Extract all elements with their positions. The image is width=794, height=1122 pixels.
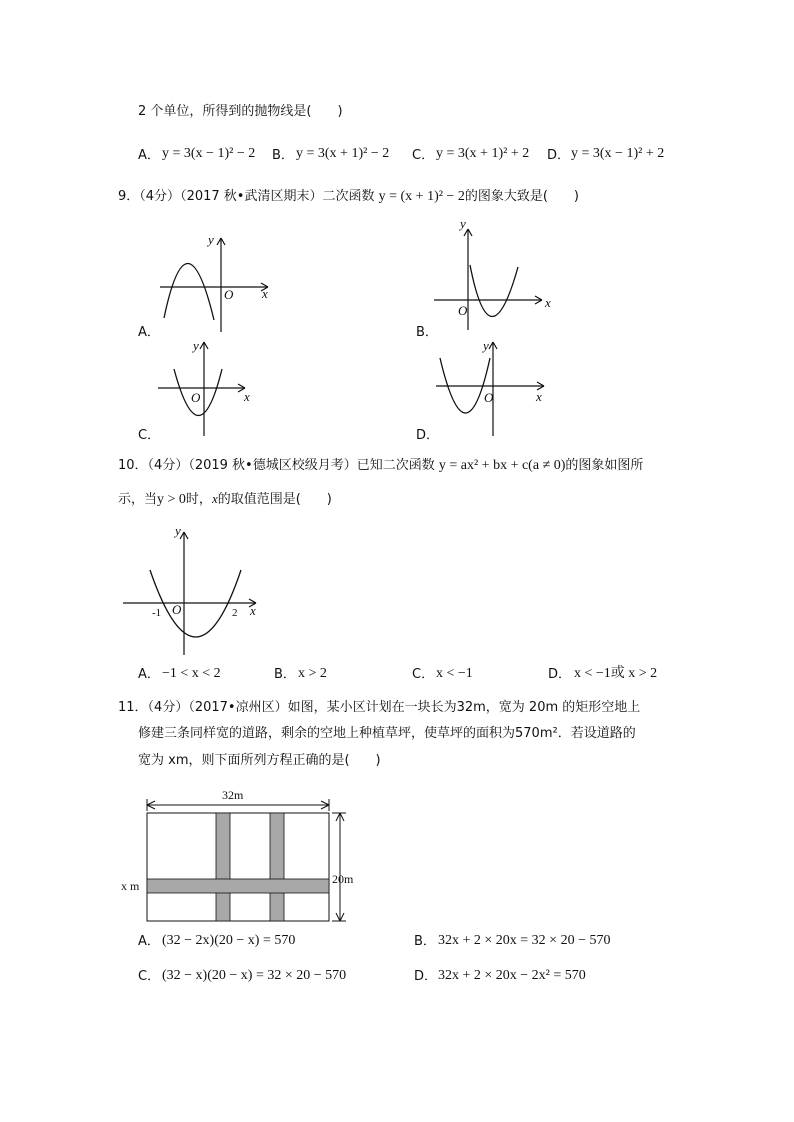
q9-a-x-label: x (262, 286, 268, 301)
q11-option-d-expr: 32x + 2 × 20x − 2x² = 570 (438, 968, 586, 983)
q11-option-a-expr: (32 − 2x)(20 − x) = 570 (162, 933, 296, 948)
q10-stem-line2 (118, 492, 332, 507)
q10-source: （2019 秋•德城区校级月考） (188, 458, 357, 473)
q10-formula: y = ax² + bx + c(a ≠ 0) (438, 458, 566, 473)
q9-option-b-label: B． (416, 325, 438, 340)
q9-stem-b: 的图象大致是( ) (464, 189, 579, 204)
q11-stem-line3: 宽为 xm，则下面所列方程正确的是( ) (138, 753, 381, 768)
q10-option-b-expr: x > 2 (298, 666, 327, 681)
q9-graph-d (432, 338, 552, 440)
q9-formula: y = (x + 1)² − 2 (378, 189, 465, 204)
q11-option-d-label: D． (414, 969, 438, 984)
q10-stem-b: 的图象如图所 (565, 458, 644, 473)
q8-option-a-expr: y = 3(x − 1)² − 2 (162, 146, 256, 161)
q11-length-label: 32m (222, 788, 244, 802)
q9-b-y-label: y (460, 216, 466, 231)
q10-option-c-expr: x < −1 (436, 666, 473, 681)
q9-option-c-label: C． (138, 428, 161, 443)
q10-option-a-expr: −1 < x < 2 (162, 666, 221, 681)
q9-option-d-label: D． (416, 428, 440, 443)
q9-option-a-label: A． (138, 325, 160, 340)
q9-a-y-label: y (208, 232, 214, 247)
q9-a-origin: O (224, 287, 234, 302)
q10-option-d-expr: x < −1或 x > 2 (574, 666, 658, 681)
q10-parabola-graph (120, 520, 270, 660)
q8-option-b-label: B． (272, 148, 294, 163)
q10-option-c-label: C． (412, 667, 435, 682)
q10-number: 10． (118, 458, 148, 473)
q10-line2-c: 的取值范围是( ) (217, 492, 332, 507)
q11-line1: 如图，某小区计划在一块长为32m，宽为 20m 的矩形空地上 (287, 700, 641, 715)
q11-source: （2017•凉州区） (188, 700, 288, 715)
q10-option-d-label: D． (548, 667, 572, 682)
q9-graph-c (155, 338, 265, 440)
q9-number: 9． (118, 189, 140, 204)
q11-vertical-road-1 (216, 813, 230, 921)
q10-stem-a: 已知二次函数 (356, 458, 435, 473)
q11-option-c-label: C． (138, 969, 161, 984)
q10-option-a-label: A． (138, 667, 160, 682)
q10-right-root-label: 2 (232, 607, 238, 619)
q9-d-x-label: x (536, 389, 542, 404)
q10-var: x (211, 491, 218, 506)
q9-score: （4分） (139, 189, 181, 204)
q9-d-origin: O (484, 390, 494, 405)
q11-vertical-road-2 (270, 813, 284, 921)
q11-option-c-expr: (32 − x)(20 − x) = 32 × 20 − 570 (162, 968, 347, 983)
q8-option-c-expr: y = 3(x + 1)² + 2 (436, 146, 530, 161)
q9-d-y-label: y (483, 338, 489, 353)
q9-graph-b (430, 215, 560, 335)
q11-horizontal-road (147, 879, 329, 893)
q11-stem-line2: 修建三条同样宽的道路，剩余的空地上种植草坪，使草坪的面积为570m²．若设道路的 (138, 726, 636, 741)
q9-b-x-label: x (545, 295, 551, 310)
q11-score: （4分） (147, 700, 189, 715)
q10-condition: y > 0 (157, 492, 186, 507)
q9-c-x-label: x (244, 389, 250, 404)
q10-left-root-label: -1 (152, 607, 162, 619)
q11-road-figure (118, 785, 368, 930)
q8-option-c-label: C． (412, 148, 435, 163)
q9-b-origin: O (458, 303, 468, 318)
q9-c-origin: O (191, 390, 201, 405)
q11-stem-line1 (118, 701, 640, 714)
q10-y-label: y (175, 523, 181, 538)
q9-source: （2017 秋•武清区期末） (180, 189, 323, 204)
q10-stem-line1 (118, 459, 643, 473)
q10-origin-label: O (172, 602, 182, 617)
q10-line2-b: 时， (185, 492, 212, 507)
q11-option-b-label: B． (414, 934, 436, 949)
q8-option-d-expr: y = 3(x − 1)² + 2 (571, 146, 665, 161)
q10-option-b-label: B． (274, 667, 296, 682)
q8-option-d-label: D． (547, 148, 571, 163)
q11-width-label: 20m (332, 872, 354, 886)
q9-graph-a (150, 232, 280, 337)
q9-stem-a: 二次函数 (322, 189, 375, 204)
q8-option-a-label: A． (138, 148, 160, 163)
q10-score: （4分） (147, 458, 189, 473)
q8-option-b-expr: y = 3(x + 1)² − 2 (296, 146, 390, 161)
q11-option-b-expr: 32x + 2 × 20x = 32 × 20 − 570 (438, 933, 611, 948)
q9-c-y-label: y (193, 338, 199, 353)
q11-road-label: x m (121, 879, 140, 893)
q11-option-a-label: A． (138, 934, 160, 949)
q9-stem (118, 190, 579, 204)
q10-line2-a: 示，当 (118, 492, 158, 507)
q11-rectangle (147, 813, 329, 921)
q10-x-label: x (250, 603, 256, 618)
q8-stem-tail: 2 个单位，所得到的抛物线是( ) (138, 104, 343, 119)
q11-number: 11． (118, 700, 148, 715)
